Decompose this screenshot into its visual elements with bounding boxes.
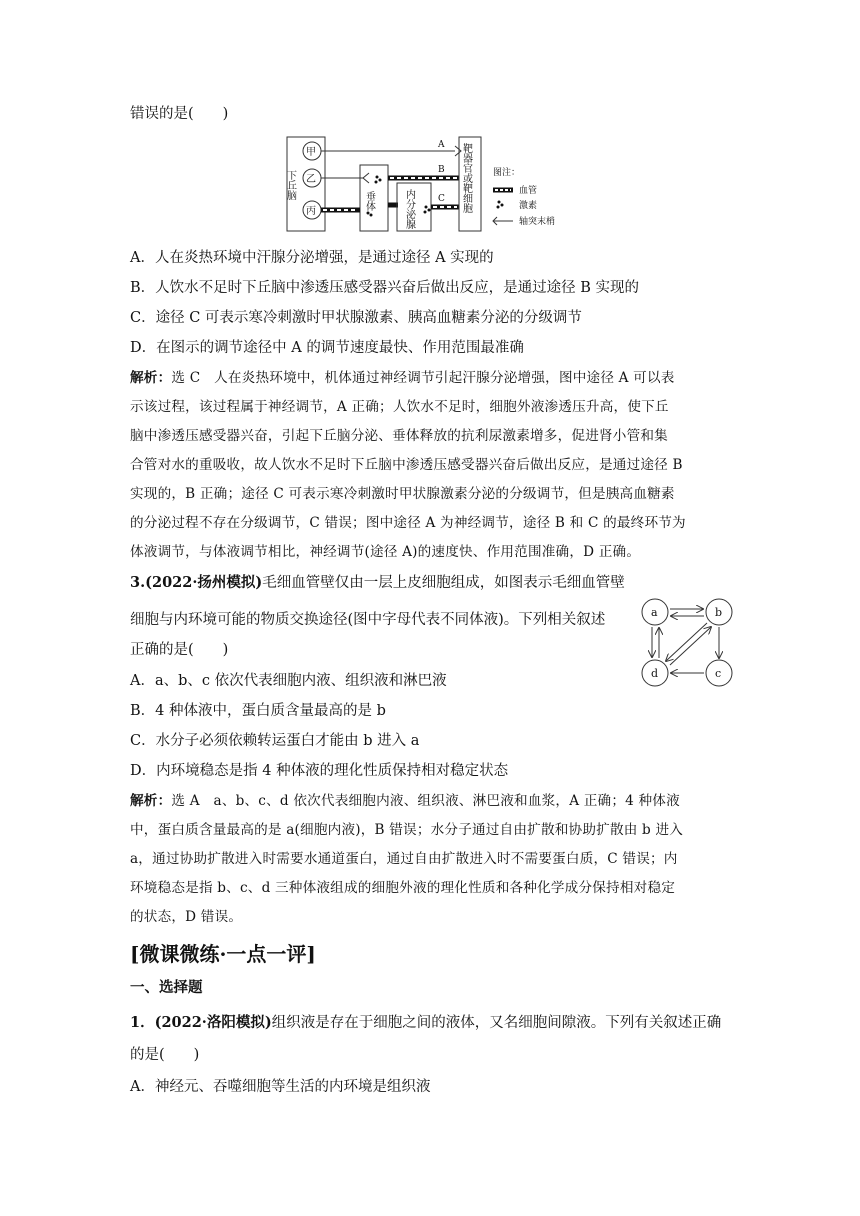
pituitary-label: 垂体	[363, 191, 375, 211]
q1-stem-line-1: 1．(2022·洛阳模拟)组织液是存在于细胞之间的液体，又名细胞间隙液。下列有关叙述正确	[130, 1014, 722, 1031]
q1-option-a: A．神经元、吞噬细胞等生活的内环境是组织液	[130, 1079, 431, 1095]
node-c: c	[715, 667, 722, 680]
node-b: b	[715, 606, 723, 619]
q2-explanation-label: 解析：	[130, 370, 172, 386]
node-a: a	[651, 606, 658, 619]
q2-explanation-line-2: 示该过程，该过程属于神经调节，A 正确；人饮水不足时，细胞外液渗透压升高，使下丘	[130, 399, 669, 415]
q3-explanation-label: 解析：	[130, 793, 172, 809]
legend-axon-label: 轴突末梢	[519, 217, 556, 227]
q2-explanation-line-5: 实现的，B 正确；途径 C 可表示寒冷刺激时甲状腺激素分泌的分级调节，但是胰高血糖素	[130, 486, 675, 502]
subsection-title: 一、选择题	[130, 979, 203, 996]
q2-explanation-line-6: 的分泌过程不存在分级调节，C 错误；图中途径 A 为神经调节，途径 B 和 C 的最终环节为	[130, 515, 686, 531]
q1-stem-line-2: 的是( )	[130, 1047, 200, 1063]
q2-explanation-line-4: 合管对水的重吸收，故人饮水不足时下丘脑中渗透压感受器兴奋后做出反应，是通过途径 B	[130, 457, 683, 473]
q3-option-a: A．a、b、c 依次代表细胞内液、组织液和淋巴液	[130, 673, 447, 689]
node-jia-label: 甲	[306, 147, 316, 158]
body-fluid-exchange-diagram	[637, 595, 737, 690]
q2-explanation-line-1: 解析：选 C 人在炎热环境中，机体通过神经调节引起汗腺分泌增强，图中途径 A 可以表	[130, 370, 675, 386]
q3-explanation-line-1: 解析：选 A a、b、c、d 依次代表细胞内液、组织液、淋巴液和血浆，A 正确；4 种体液	[130, 793, 680, 809]
hypothalamus-label: 下丘脑	[285, 170, 296, 200]
node-bing-label: 丙	[306, 206, 316, 217]
q3-explanation-line-4: 环境稳态是指 b、c、d 三种体液组成的细胞外液的理化性质和各种化学成分保持相对稳定	[130, 880, 676, 896]
q1-source: (2022·洛阳模拟)	[154, 1014, 272, 1031]
q2-option-a: A．人在炎热环境中汗腺分泌增强，是通过途径 A 实现的	[130, 250, 494, 266]
legend-title: 图注：	[493, 168, 521, 178]
q2-option-c: C．途径 C 可表示寒冷刺激时甲状腺激素、胰高血糖素分泌的分级调节	[130, 310, 582, 326]
q2-explanation-line-7: 体液调节，与体液调节相比，神经调节(途径 A)的速度快、作用范围准确，D 正确。	[130, 544, 641, 560]
q3-stem-line-1: 3.(2022·扬州模拟)毛细血管壁仅由一层上皮细胞组成，如图表示毛细血管壁	[130, 574, 625, 591]
legend-vessel-label: 血管	[519, 186, 538, 196]
endocrine-label: 内分泌腺	[403, 189, 415, 229]
q2-option-d: D．在图示的调节途径中 A 的调节速度最快、作用范围最准确	[130, 340, 524, 356]
q3-option-c: C．水分子必须依赖转运蛋白才能由 b 进入 a	[130, 733, 420, 749]
q3-source: (2022·扬州模拟)	[145, 574, 263, 591]
q3-explanation-line-2: 中，蛋白质含量最高的是 a(细胞内液)，B 错误；水分子通过自由扩散和协助扩散由 b 进入	[130, 822, 684, 838]
target-label: 靶器官或靶细胞	[460, 143, 472, 213]
q3-explanation-line-5: 的状态，D 错误。	[130, 909, 243, 925]
q2-explanation-line-3: 脑中渗透压感受器兴奋，引起下丘脑分泌、垂体释放的抗利尿激素增多，促进肾小管和集	[130, 428, 668, 444]
node-d: d	[651, 667, 659, 680]
q2-option-b: B．人饮水不足时下丘脑中渗透压感受器兴奋后做出反应，是通过途径 B 实现的	[130, 280, 640, 296]
q3-option-b: B．4 种体液中，蛋白质含量最高的是 b	[130, 703, 386, 719]
q3-stem-line-2: 细胞与内环境可能的物质交换途径(图中字母代表不同体液)。下列相关叙述	[130, 612, 606, 628]
path-c-label: C	[438, 194, 445, 204]
legend-hormone-label: 激素	[519, 201, 538, 211]
node-yi-label: 乙	[306, 174, 316, 185]
regulation-pathway-diagram	[285, 135, 585, 235]
section-title: [微课微练·一点一评]	[130, 942, 316, 966]
q3-stem-line-3: 正确的是( )	[130, 642, 229, 658]
q3-explanation-line-3: a，通过协助扩散进入时需要水通道蛋白，通过自由扩散进入时不需要蛋白质，C 错误；内	[130, 851, 678, 867]
question-stem-tail: 错误的是( )	[130, 106, 229, 122]
path-a-label: A	[438, 140, 445, 150]
q3-option-d: D．内环境稳态是指 4 种体液的理化性质保持相对稳定状态	[130, 763, 509, 779]
path-b-label: B	[438, 165, 445, 175]
